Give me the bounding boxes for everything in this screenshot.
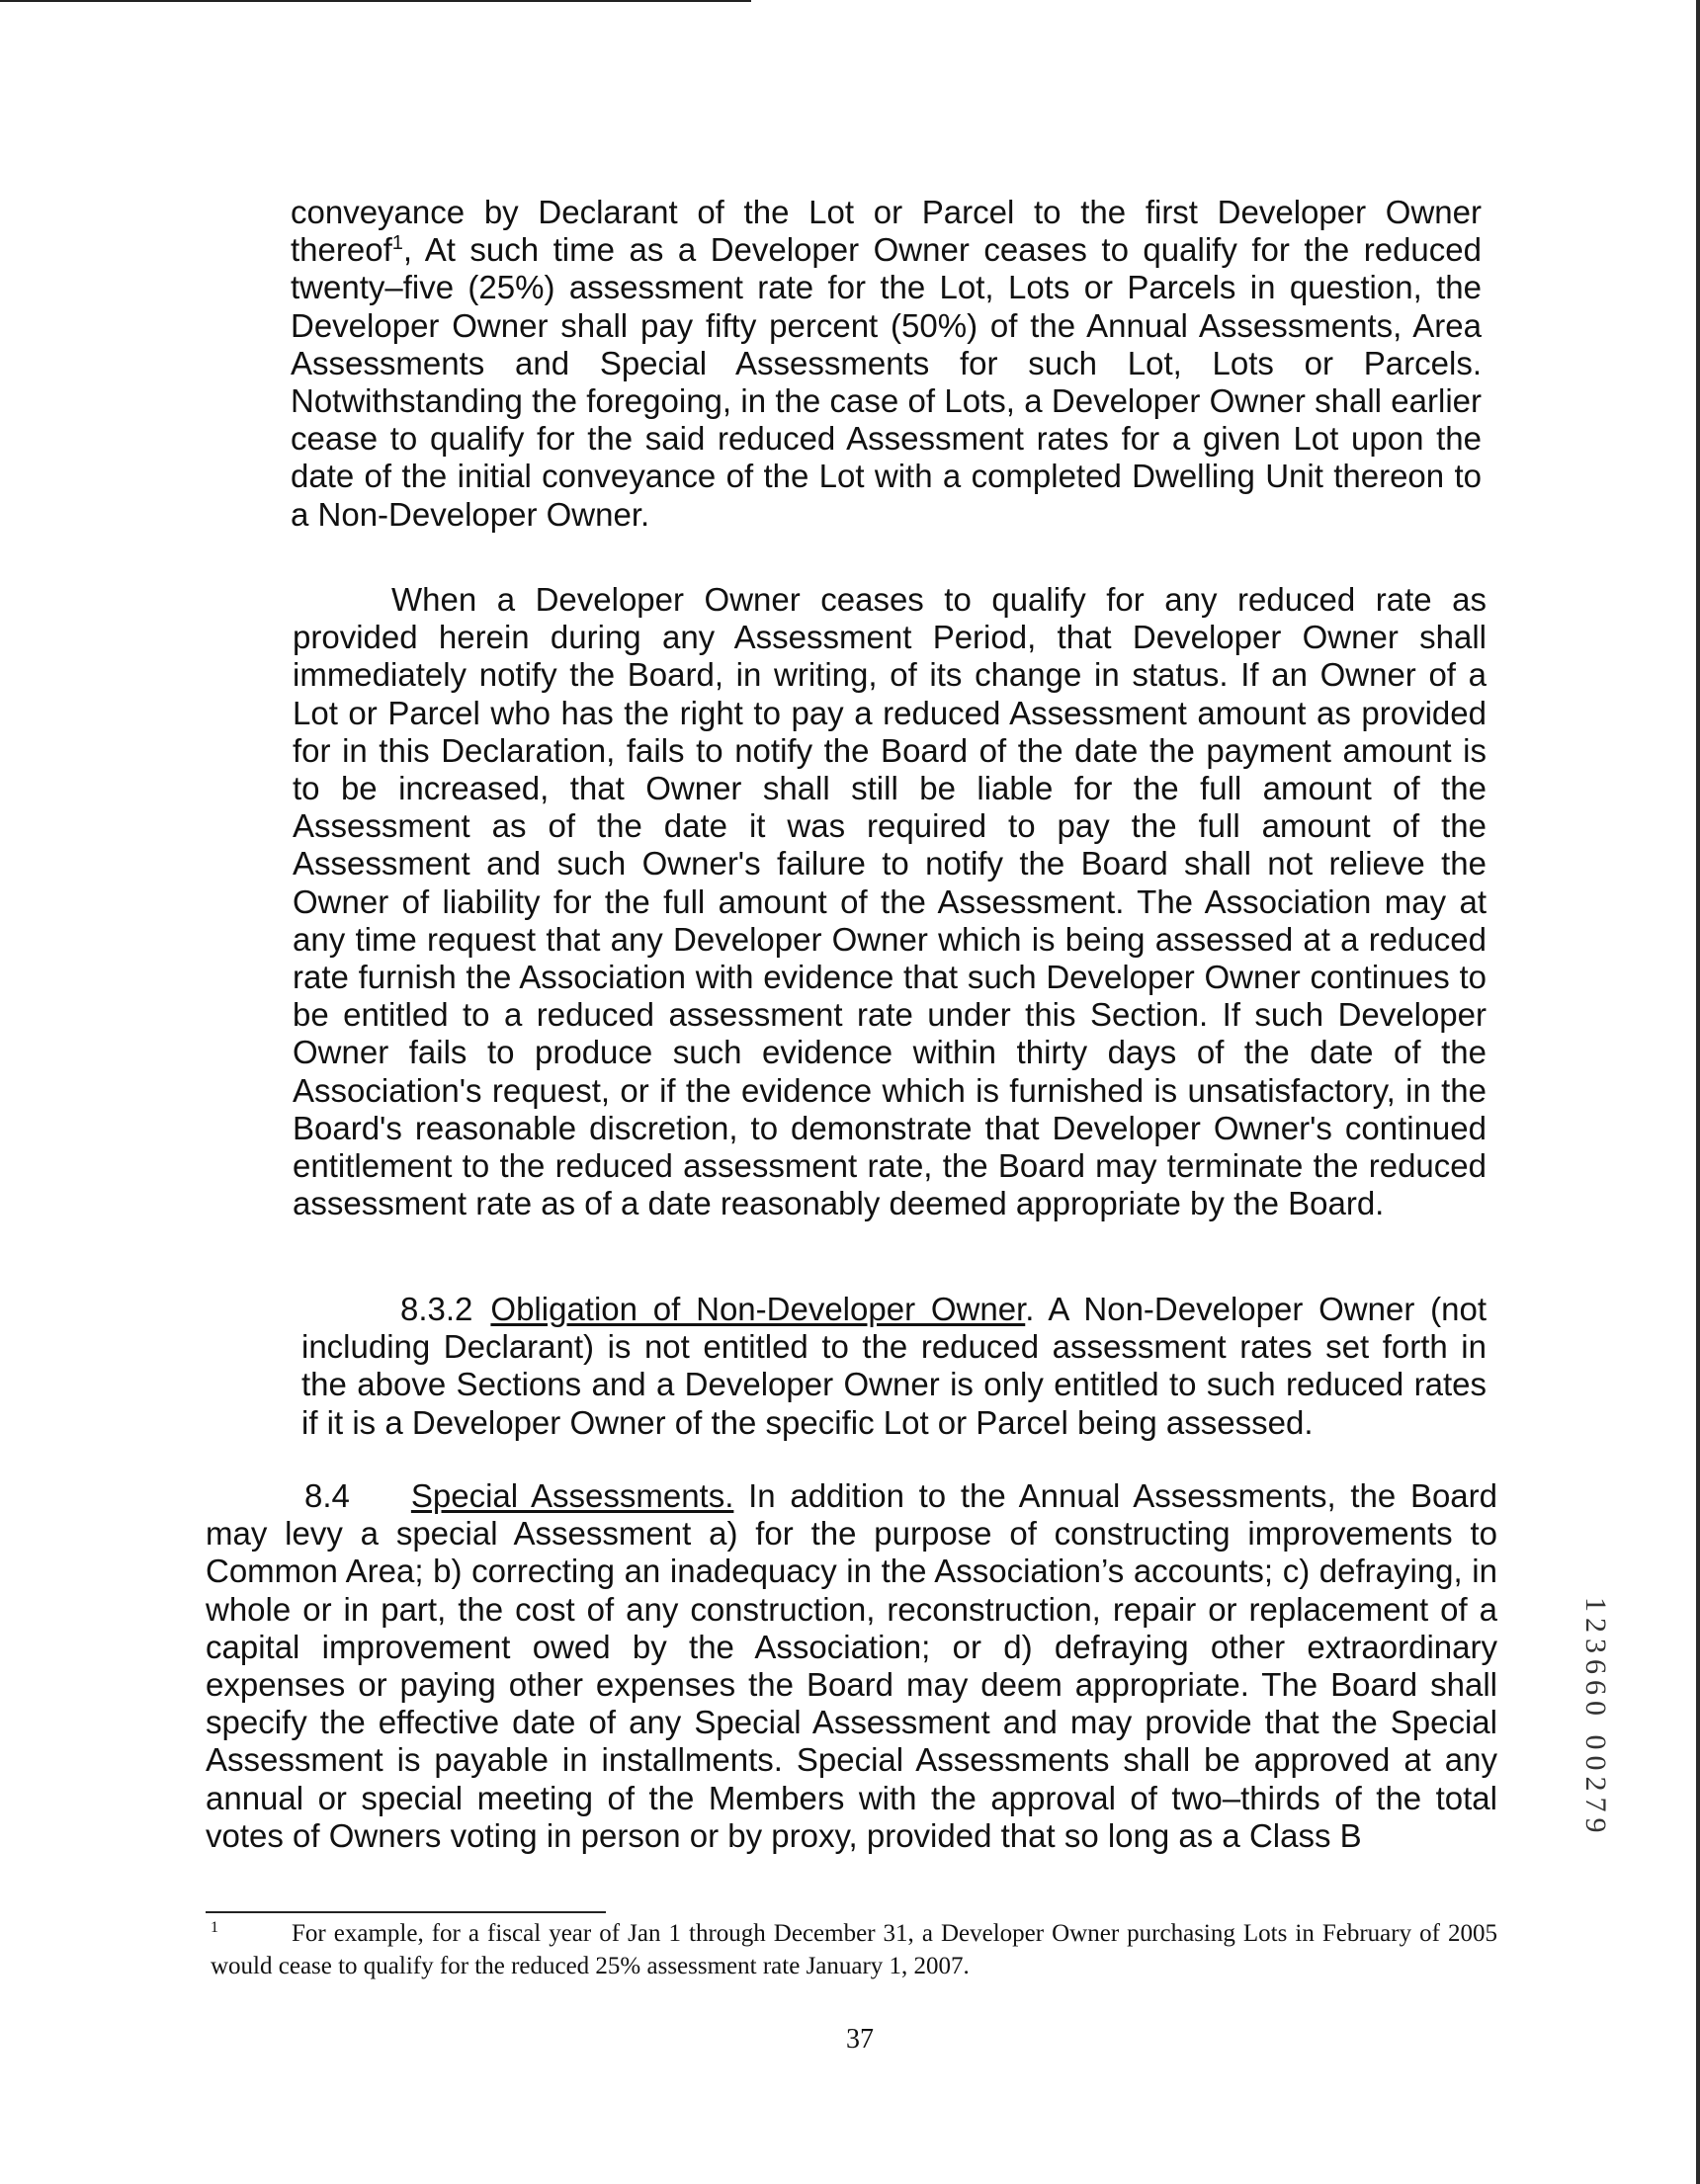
footnote: 1 For example, for a fiscal year of Jan 1 through December 31, a Developer Owner purchasing Lots in February of 2005 would cease to qualify for the reduced 25% assessment rate January 1, 2007. (211, 1918, 1497, 1979)
section-8-3-2 (301, 1291, 1487, 1442)
paragraph-continuation (291, 194, 1482, 534)
section-8-3-2-body: A Non-Developer Owner (not including Declarant) is not entitled to the reduced assessment rates set forth in the above Sections and a Developer Owner is only entitled to such reduced rates if it is a Developer Owner of the specific Lot or Parcel being assessed. (301, 1291, 1487, 1441)
section-8-3-2-number: 8.3.2 (400, 1291, 473, 1327)
footnote-reference: 1 (391, 232, 403, 255)
paragraph-developer-notification: When a Developer Owner ceases to qualify for any reduced rate as provided herein during any Assessment Period, that Developer Owner shall immediately notify the Board, in writing, of its change in status. If an Owner of a Lot or Parcel who has the right to pay a reduced Assessment amount as provided for in this Declaration, fails to notify the Board of the date the payment amount is to be increased, that Owner shall still be liable for the full amount of the Assessment as of the date it was required to pay the full amount of the Assessment and such Owner's failure to notify the Board shall not relieve the Owner of liability for the full amount of the Assessment. The Association may at any time request that any Developer Owner which is being assessed at a reduced rate furnish the Association with evidence that such Developer Owner continues to be entitled to a reduced assessment rate under this Section. If such Developer Owner fails to produce such evidence within thirty days of the date of the Association's request, or if the evidence which is furnished is unsatisfactory, in the Board's reasonable discretion, to demonstrate that Developer Owner's continued entitlement to the reduced assessment rate, the Board may terminate the reduced assessment rate as of a date reasonably deemed appropriate by the Board. (293, 581, 1487, 1222)
paragraph-1-text-end: , At such time as a Developer Owner ceases to qualify for the reduced twenty–five (25%) assessment rate for the Lot, Lots or Parcels in question, the Developer Owner shall pay fifty percent (50%) of the Annual Assessments, Area Assessments and Special Assessments for such Lot, Lots or Parcels. Notwithstanding the foregoing, in the case of Lots, a Developer Owner shall earlier cease to qualify for the said reduced Assessment rates for a given Lot upon the date of the initial conveyance of the Lot with a completed Dwelling Unit thereon to a Non-Developer Owner. (291, 231, 1482, 533)
recording-document-number: 123660 00279 (1579, 1597, 1612, 1839)
section-8-4-heading: Special Assessments. (410, 1477, 734, 1514)
section-8-4 (206, 1477, 1497, 1855)
section-8-3-2-heading-punct: . (1025, 1291, 1035, 1327)
footnote-divider (206, 1911, 606, 1913)
page-number: 37 (846, 2024, 874, 2055)
section-8-3-2-heading: Obligation of Non-Developer Owner (490, 1291, 1026, 1327)
paragraph-1-text-start: conveyance by Declarant of the Lot or Parcel to the first Developer Owner thereof (291, 194, 1482, 269)
footnote-text: For example, for a fiscal year of Jan 1 through December 31, a Developer Owner purchasing Lots in February of 2005 would cease to qualify for the reduced 25% assessment rate January 1, 2007. (211, 1920, 1497, 1979)
section-8-4-body: In addition to the Annual Assessments, the Board may levy a special Assessment a) for the purpose of constructing improvements to Common Area; b) correcting an inadequacy in the Association’s accounts; c) defraying, in whole or in part, the cost of any construction, reconstruction, repair or replacement of a capital improvement owed by the Association; or d) defraying other extraordinary expenses or paying other expenses the Board may deem appropriate. The Board shall specify the effective date of any Special Assessment and may provide that the Special Assessment is payable in installments. Special Assessments shall be approved at any annual or special meeting of the Members with the approval of two–thirds of the total votes of Owners voting in person or by proxy, provided that so long as a Class B (206, 1477, 1498, 1854)
section-8-4-number: 8.4 (304, 1477, 350, 1514)
